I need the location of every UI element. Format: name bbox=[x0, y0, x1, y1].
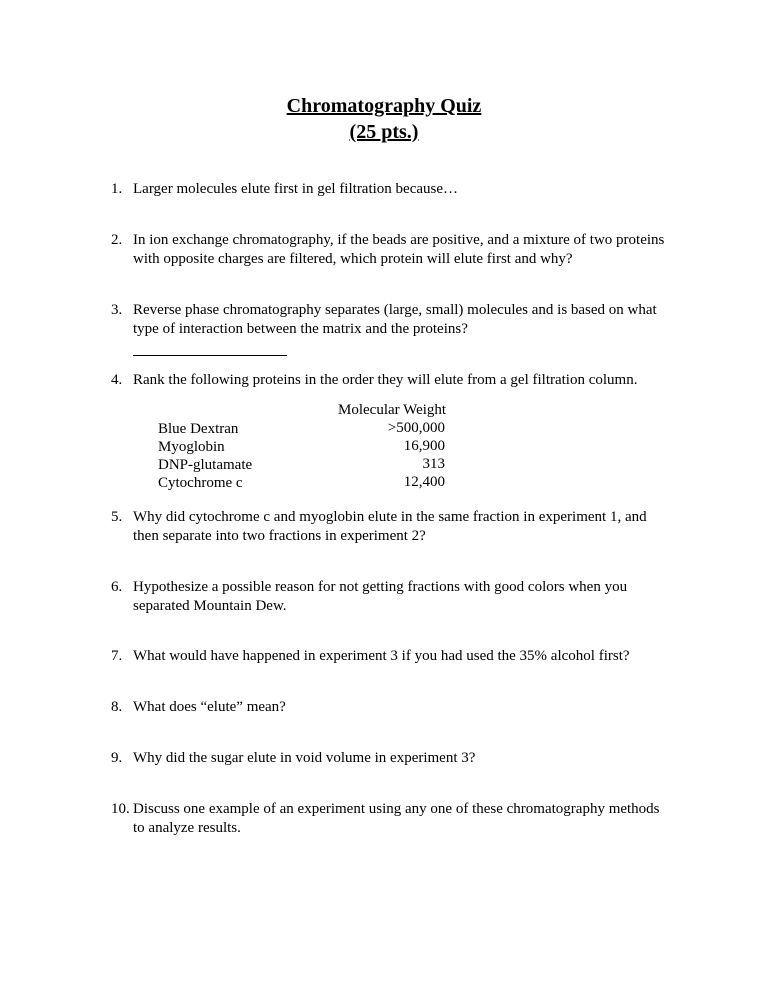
question-3-body bbox=[133, 301, 671, 356]
question-text: Larger molecules elute first in gel filtration because… bbox=[133, 181, 459, 197]
question-text: Why did the sugar elute in void volume in experiment 3? bbox=[133, 750, 476, 766]
answer-blank-line bbox=[133, 342, 287, 356]
question-number: 3. bbox=[111, 302, 123, 318]
protein-name: Cytochrome c bbox=[158, 475, 243, 491]
protein-name: Blue Dextran bbox=[158, 421, 239, 437]
protein-names bbox=[158, 420, 252, 492]
protein-name: DNP-glutamate bbox=[158, 457, 253, 473]
question-number: 2. bbox=[111, 232, 123, 248]
question-number: 8. bbox=[111, 699, 123, 715]
question-number: 5. bbox=[111, 509, 123, 525]
page-title: Chromatography Quiz bbox=[286, 95, 482, 117]
question-text: In ion exchange chromatography, if the beads are positive, and a mixture of two proteins with opposite charges are filtered, which protein will elute first and why? bbox=[133, 232, 665, 267]
protein-name: Myoglobin bbox=[158, 439, 225, 455]
protein-weight: 12,400 bbox=[403, 474, 445, 490]
question-number: 7. bbox=[111, 648, 123, 664]
protein-table bbox=[158, 401, 478, 491]
question-text: Reverse phase chromatography separates (large, small) molecules and is based on what type of interaction between the matrix and the proteins? bbox=[133, 302, 657, 337]
question-number: 9. bbox=[111, 750, 123, 766]
question-number: 10. bbox=[111, 801, 130, 817]
question-text: What does “elute” mean? bbox=[133, 699, 286, 715]
molecular-weight-header: Molecular Weight bbox=[338, 402, 447, 418]
question-number: 1. bbox=[111, 181, 123, 197]
protein-weight: 313 bbox=[422, 456, 445, 472]
question-text: Rank the following proteins in the order they will elute from a gel filtration column. bbox=[133, 372, 638, 388]
question-number: 4. bbox=[111, 372, 123, 388]
question-text: Why did cytochrome c and myoglobin elute in the same fraction in experiment 1, and then separate into two fractions in experiment 2? bbox=[133, 509, 647, 544]
protein-weights bbox=[354, 419, 445, 491]
question-text: What would have happened in experiment 3 if you had used the 35% alcohol first? bbox=[133, 648, 630, 664]
question-text: Hypothesize a possible reason for not getting fractions with good colors when you separated Mountain Dew. bbox=[133, 579, 628, 614]
question-number: 6. bbox=[111, 579, 123, 595]
points-label: (25 pts.) bbox=[349, 121, 419, 143]
title-block bbox=[0, 93, 768, 145]
question-text: Discuss one example of an experiment using any one of these chromatography methods to analyze results. bbox=[133, 801, 660, 836]
protein-weight: 16,900 bbox=[403, 438, 445, 454]
protein-weight: >500,000 bbox=[387, 420, 445, 436]
